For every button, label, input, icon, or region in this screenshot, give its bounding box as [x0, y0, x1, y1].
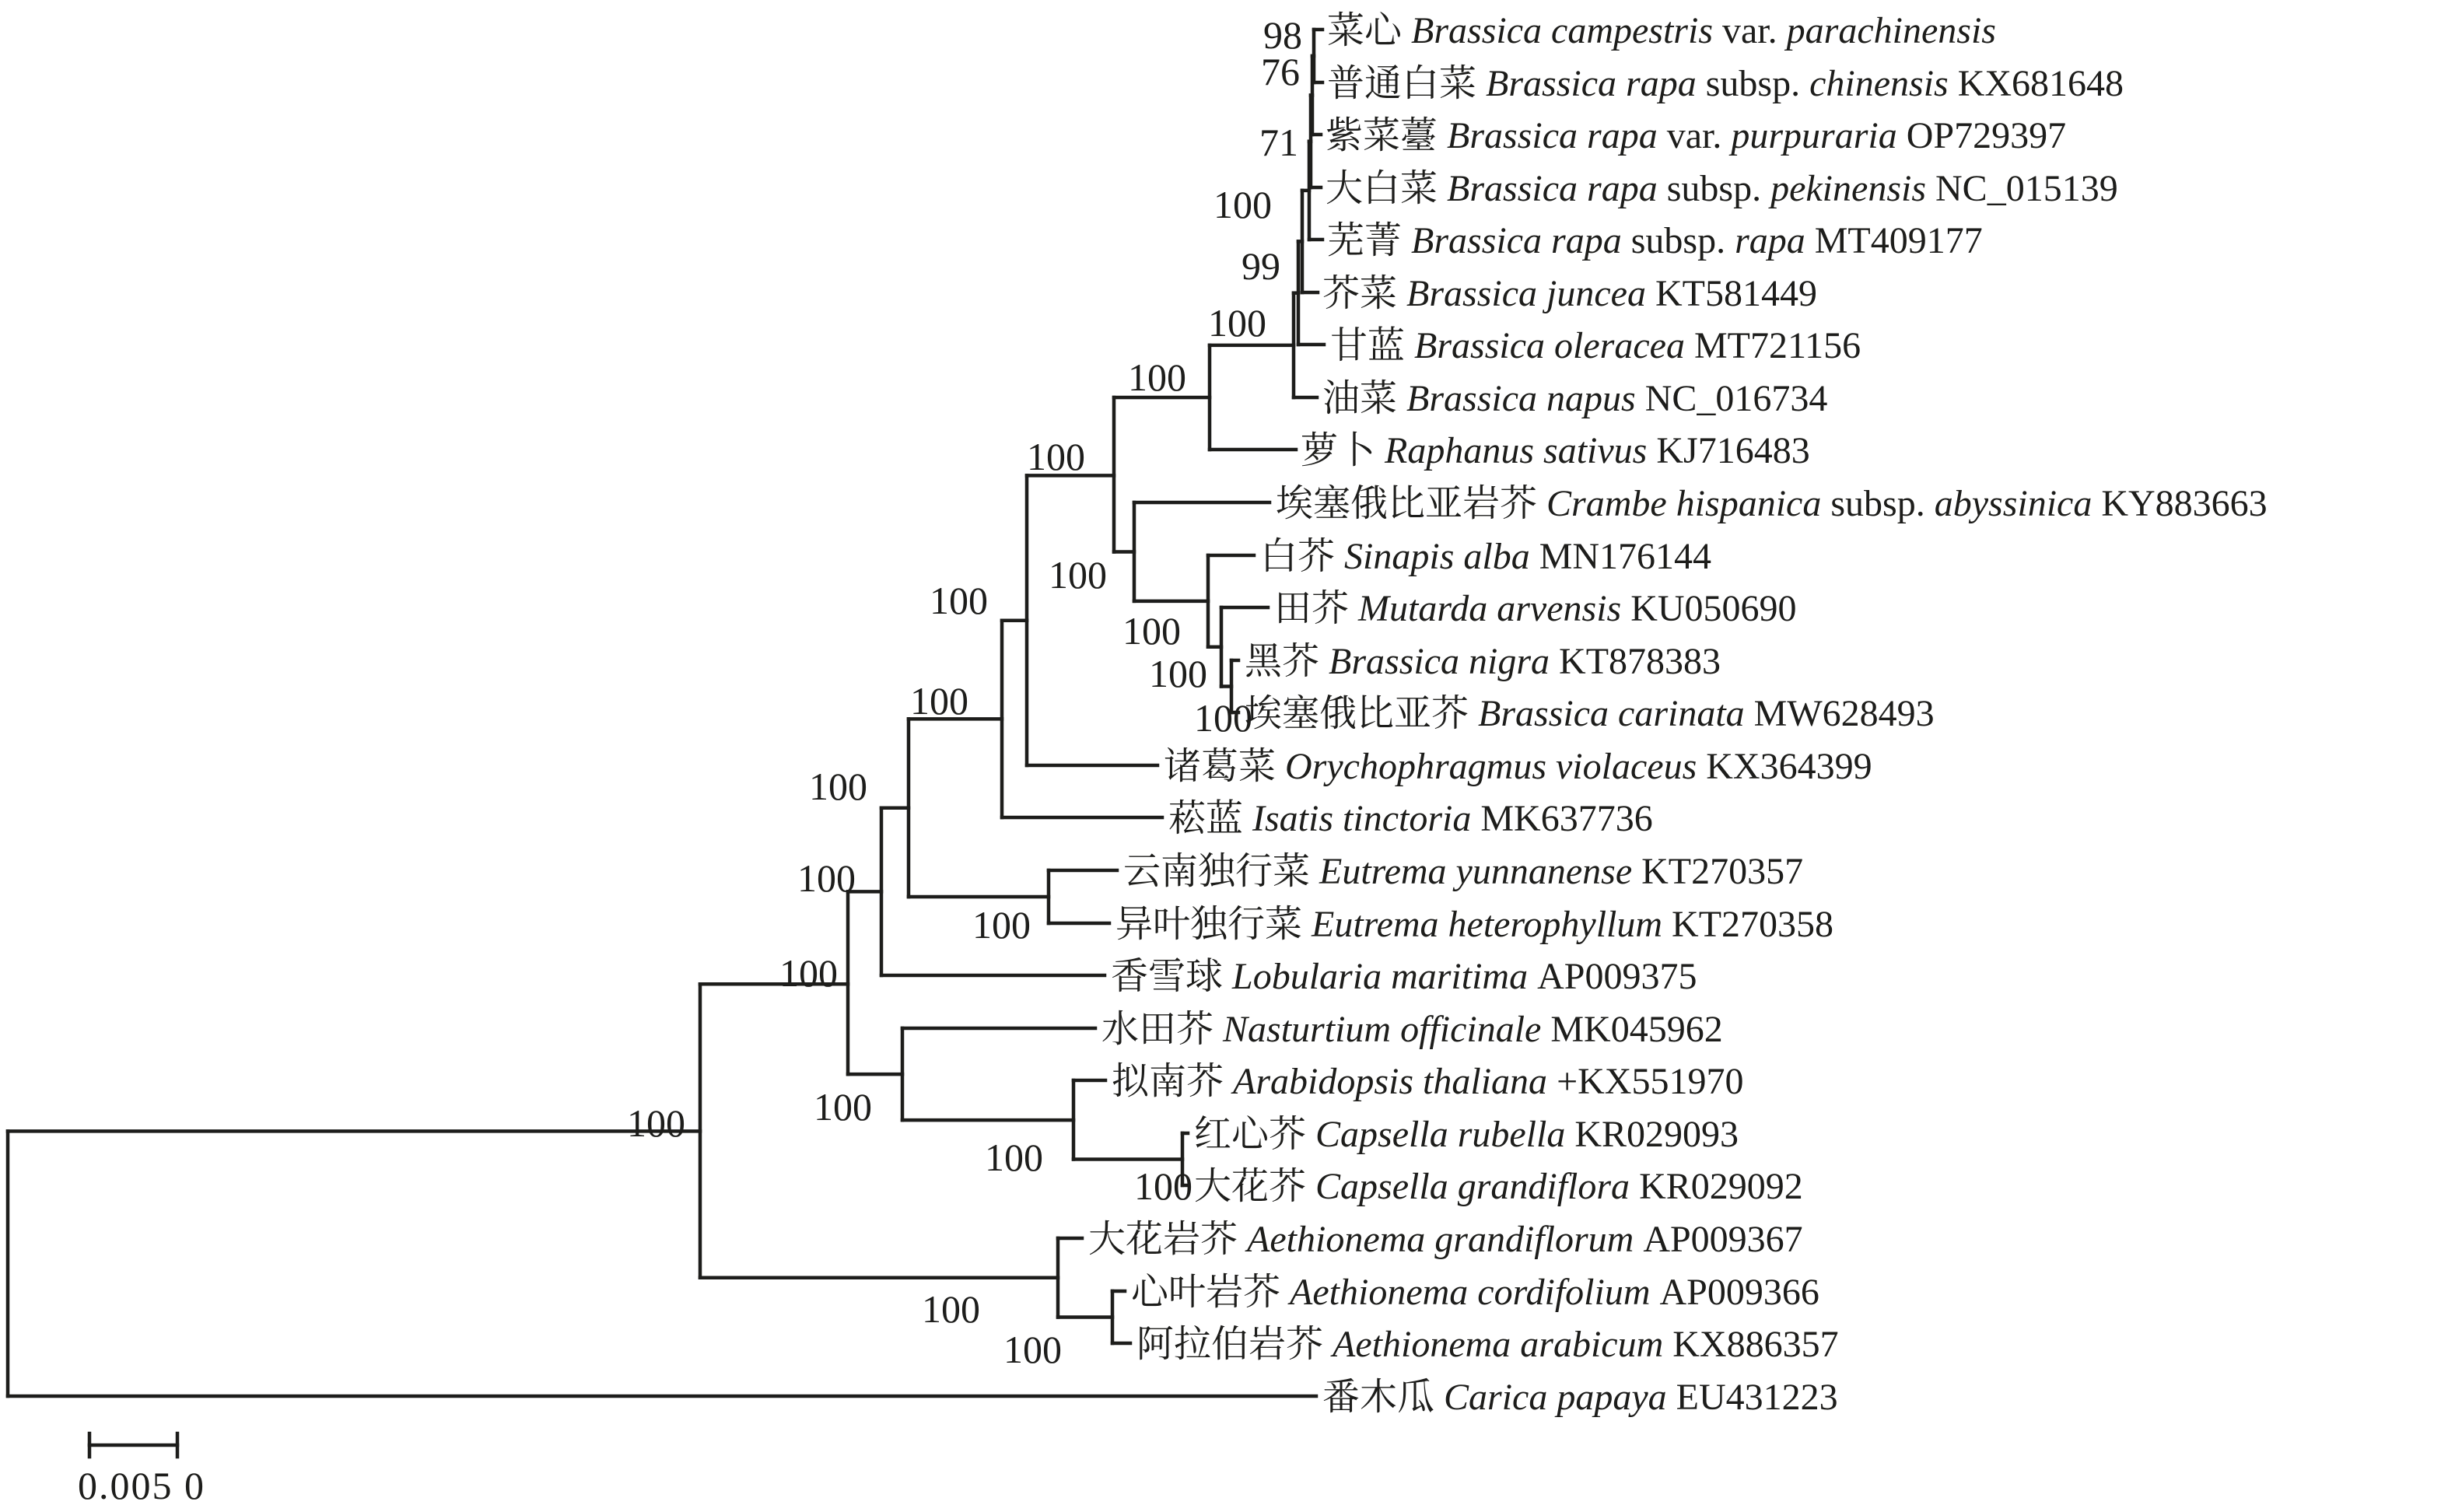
taxon-label-23: 大花芥 Capsella grandiflora KR029092 — [1194, 1166, 1803, 1207]
taxon-label-20: 水田芥 Nasturtium officinale MK045962 — [1101, 1009, 1723, 1050]
bootstrap-value-n76: 76 — [1261, 50, 1300, 93]
bootstrap-value-nH: 100 — [627, 1101, 685, 1145]
taxon-label-12: 田芥 Mutarda arvensis KU050690 — [1274, 588, 1797, 629]
taxon-label-24: 大花岩芥 Aethionema grandiflorum AP009367 — [1088, 1219, 1803, 1260]
bootstrap-value-nNAC: 100 — [814, 1085, 872, 1129]
taxon-label-9: 萝卜 Raphanus sativus KJ716483 — [1301, 430, 1810, 471]
bootstrap-value-n100e: 100 — [1027, 435, 1085, 478]
taxon-label-22: 红心芥 Capsella rubella KR029093 — [1194, 1114, 1739, 1155]
taxon-label-26: 阿拉伯岩芥 Aethionema arabicum KX886357 — [1136, 1324, 1839, 1365]
taxon-label-5: 芜菁 Brassica rapa subsp. rapa MT409177 — [1327, 220, 1983, 261]
scale-bar-label: 0.005 0 — [78, 1464, 205, 1507]
taxon-label-4: 大白菜 Brassica rapa subsp. pekinensis NC_015139 — [1326, 168, 2118, 209]
taxon-label-14: 埃塞俄比亚芥 Brassica carinata MW628493 — [1245, 693, 1935, 734]
bootstrap-value-nF: 100 — [797, 856, 856, 900]
bootstrap-value-n100i: 100 — [1194, 696, 1252, 740]
bootstrap-value-n100h: 100 — [1149, 652, 1207, 695]
taxon-label-18: 异叶独行菜 Eutrema heterophyllum KT270358 — [1115, 904, 1834, 945]
bootstrap-value-n71: 71 — [1259, 121, 1298, 164]
taxon-label-15: 诸葛菜 Orychophragmus violaceus KX364399 — [1164, 746, 1872, 787]
taxon-label-11: 白芥 Sinapis alba MN176144 — [1260, 536, 1712, 577]
bootstrap-value-nC: 100 — [930, 579, 988, 622]
taxon-label-10: 埃塞俄比亚岩芥 Crambe hispanica subsp. abyssinica KY883663 — [1276, 483, 2268, 524]
bootstrap-value-nAeth3: 100 — [922, 1287, 980, 1331]
bootstrap-value-n100f: 100 — [1049, 553, 1107, 597]
taxon-label-16: 菘蓝 Isatis tinctoria MK637736 — [1168, 798, 1653, 839]
bootstrap-value-nACap: 100 — [985, 1136, 1043, 1179]
taxon-label-25: 心叶岩芥 Aethionema cordifolium AP009366 — [1131, 1272, 1819, 1313]
taxon-label-13: 黑芥 Brassica nigra KT878383 — [1245, 641, 1721, 682]
taxon-label-6: 芥菜 Brassica juncea KT581449 — [1322, 273, 1817, 314]
taxon-label-17: 云南独行菜 Eutrema yunnanense KT270357 — [1123, 851, 1804, 892]
taxon-label-1: 菜心 Brassica campestris var. parachinensis — [1327, 10, 1996, 51]
bootstrap-value-n100c: 100 — [1208, 301, 1266, 345]
bootstrap-value-n100d: 100 — [1128, 355, 1186, 399]
bootstrap-value-n99: 99 — [1242, 244, 1280, 288]
taxon-label-21: 拟南芥 Arabidopsis thaliana +KX551970 — [1112, 1061, 1744, 1102]
taxon-label-19: 香雪球 Lobularia maritima AP009375 — [1111, 956, 1697, 997]
scale-bar — [78, 1433, 205, 1507]
taxon-label-27: 番木瓜 Carica papaya EU431223 — [1322, 1377, 1838, 1418]
bootstrap-value-nAeth2: 100 — [1003, 1328, 1062, 1371]
bootstrap-value-nB: 100 — [910, 679, 968, 723]
taxon-label-2: 普通白菜 Brassica rapa subsp. chinensis KX681648 — [1327, 63, 2124, 104]
branch-lines — [8, 30, 1324, 1396]
bootstrap-value-nCap: 100 — [1134, 1164, 1192, 1208]
taxon-label-8: 油菜 Brassica napus NC_016734 — [1322, 378, 1828, 419]
bootstrap-value-nEut: 100 — [972, 903, 1031, 947]
taxon-label-7: 甘蓝 Brassica oleracea MT721156 — [1330, 325, 1861, 366]
bootstrap-value-nE: 100 — [809, 765, 867, 808]
bootstrap-value-n100a: 100 — [1213, 183, 1272, 226]
bootstrap-value-n98: 98 — [1263, 13, 1302, 57]
taxon-label-3: 紫菜薹 Brassica rapa var. purpuraria OP729397 — [1326, 115, 2067, 156]
bootstrap-value-n100g: 100 — [1122, 609, 1181, 653]
bootstrap-value-nG: 100 — [779, 951, 838, 995]
